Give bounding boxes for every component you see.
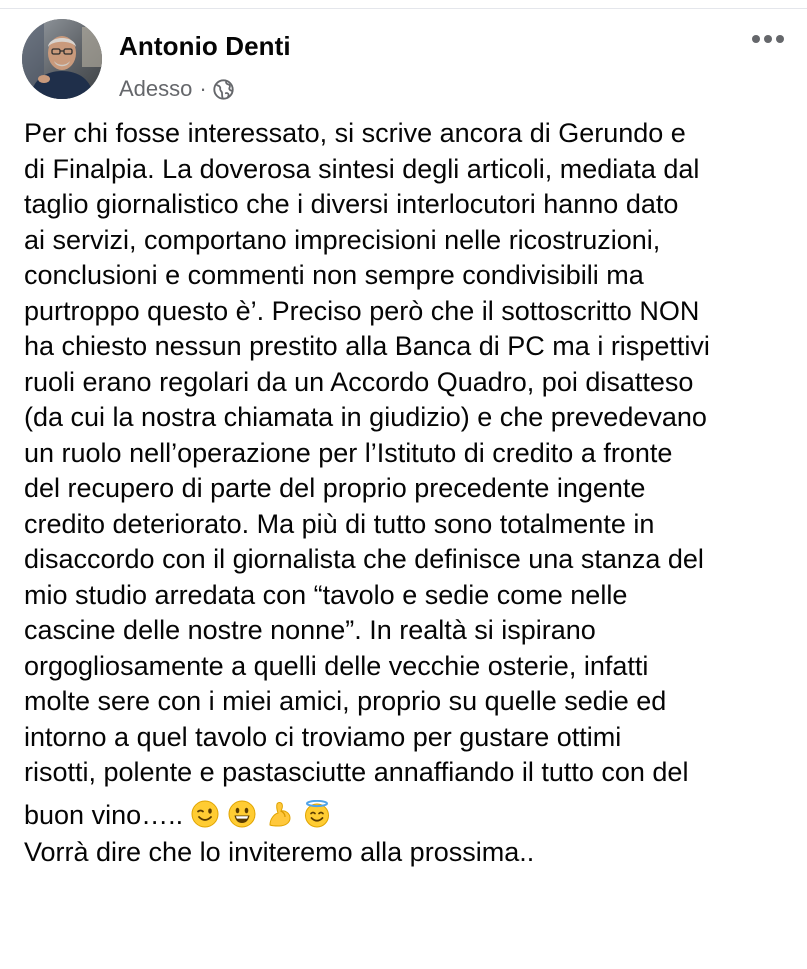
post-text-line: di Finalpia. La doverosa sintesi degli articoli, mediata dal [24, 153, 700, 184]
post-text-line: ai servizi, comportano imprecisioni nelle ricostruzioni, [24, 224, 661, 255]
post-text-line: credito deteriorato. Ma più di tutto sono totalmente in [24, 508, 655, 539]
post-header [22, 19, 792, 105]
post-text [24, 116, 799, 870]
post-text-line: intorno a quel tavolo ci troviamo per gustare ottimi [24, 721, 622, 752]
grinning-face-emoji [228, 800, 256, 828]
author-avatar[interactable] [22, 19, 102, 99]
post-text-line: (da cui la nostra chiamata in giudizio) e che prevedevano [24, 402, 707, 432]
post-text-line: molte sere con i miei amici, proprio su quelle sedie ed [24, 686, 667, 716]
author-name[interactable]: Antonio Denti [119, 31, 291, 61]
post-text-line: purtroppo questo è’. Preciso però che il sottoscritto NON [24, 295, 700, 326]
post-text-line: risotti, polente e pastasciutte annaffiando il tutto con del [24, 757, 689, 787]
post-meta [119, 73, 234, 105]
post-text-line: ha chiesto nessun prestito alla Banca di PC ma i rispettivi [24, 331, 710, 361]
post-text-line: Vorrà dire che lo inviteremo alla prossima.. [24, 836, 535, 867]
more-horizontal-icon [751, 34, 785, 44]
post-timestamp[interactable]: Adesso [119, 76, 193, 101]
top-divider [0, 8, 807, 9]
meta-separator: · [199, 76, 207, 101]
emoji-line [24, 791, 799, 835]
post-text-line: Per chi fosse interessato, si scrive ancora di Gerundo e [24, 118, 686, 148]
smiling-face-with-halo-emoji [303, 800, 331, 828]
post-text-line: taglio giornalistico che i diversi interlocutori hanno dato [24, 189, 679, 219]
winking-face-emoji [191, 800, 219, 828]
post-text-line: conclusioni e commenti non sempre condivisibili ma [24, 260, 644, 290]
post-text-line: del recupero di parte del proprio precedente ingente [24, 473, 646, 503]
post-text-line: orgogliosamente a quelli delle vecchie osterie, infatti [24, 650, 649, 681]
more-options-button[interactable] [748, 27, 788, 51]
post-text-line: mio studio arredata con “tavolo e sedie come nelle [24, 579, 628, 610]
post-text-line: ruoli erano regolari da un Accordo Quadro, poi disatteso [24, 366, 694, 397]
globe-icon[interactable] [213, 79, 234, 100]
post-text-line: buon vino….. [24, 799, 184, 830]
avatar-photo [22, 19, 102, 99]
post-text-line: disaccordo con il giornalista che definisce una stanza del [24, 544, 704, 574]
flexed-biceps-emoji [266, 800, 294, 828]
post-text-line: cascine delle nostre nonne”. In realtà si ispirano [24, 615, 596, 645]
post-text-line: un ruolo nell’operazione per l’Istituto di credito a fronte [24, 437, 673, 468]
